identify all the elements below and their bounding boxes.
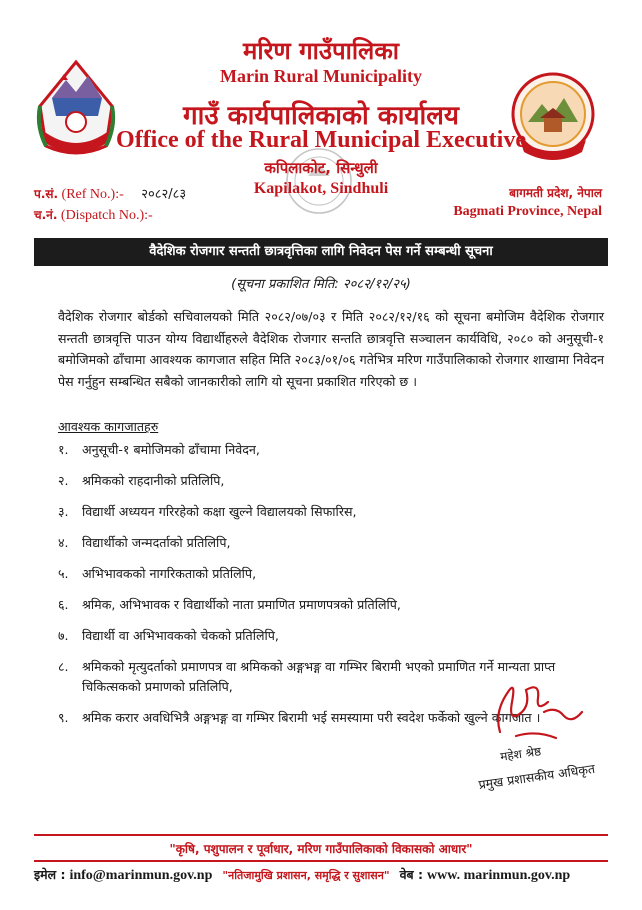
item-text: विद्यार्थी अध्ययन गरिरहेको कक्षा खुल्ने विद्यालयको सिफारिस, [82,504,357,519]
footer-motto: "नतिजामुखि प्रशासन, समृद्धि र सुशासन" [222,869,390,882]
ref-label-ne: प.सं. [34,187,59,201]
item-text: अभिभावकको नागरिकताको प्रतिलिपि, [82,566,257,581]
signatory-title: प्रमुख प्रशासकीय अधिकृत [477,760,596,793]
item-number: ७. [58,628,69,643]
item-text: श्रमिक करार अवधिभित्रै अङ्गभङ्ग वा गम्भिर बिरामी भई समस्यामा परी स्वदेश फर्केको खुल्ने कागजात । [82,710,541,725]
list-item [58,502,606,522]
list-item [58,471,606,491]
item-text: श्रमिकको राहदानीको प्रतिलिपि, [82,473,225,488]
footer-divider [34,860,608,862]
item-number: ५. [58,566,69,581]
web-label: वेब : [399,867,424,882]
municipality-name-en: Marin Rural Municipality [220,66,422,86]
province-en: Bagmati Province, Nepal [453,204,602,219]
published-date: (सूचना प्रकाशित मिति: २०८२/१२/२५) [231,277,411,292]
item-number: २. [58,473,69,488]
province-ne: बागमती प्रदेश, नेपाल [509,186,602,200]
item-text: श्रमिकको मृत्युदर्ताको प्रमाणपत्र वा श्रमिकको अङ्गभङ्ग वा गम्भिर बिरामी भएको प्रमाणित गर्ने मान्यता प्राप्त चिकित्सकको प्रमाणको प्रतिलिपि, [82,659,556,694]
location-ne: कपिलाकोट, सिन्धुली [264,159,378,177]
item-text: अनुसूची-१ बमोजिमको ढाँचामा निवेदन, [82,442,260,457]
item-number: ६. [58,597,69,612]
notice-body: वैदेशिक रोजगार बोर्डको सचिवालयको मिति २०८२/०७/०३ र मिति २०८२/१२/१६ को सूचना बमोजिम वैदेशिक रोजगार सन्तती छात्रवृत्ति पाउन योग्य विद्यार्थीहरुले वैदेशिक रोजगार सन्तति छात्रवृत्ति सञ्चालन कार्यविधि, २०८० को अनुसूची-१ बमोजिमको ढाँचामा आवश्यक कागजात सहित मिति २०८३/०१/०६ गतेभित्र मरिण गाउँपालिकाको रोजगार शाखामा निवेदन पेस गर्नुहुन सम्बन्धित सबैको जानकारीको लागि यो सूचना प्रकाशित गरिएको छ । [58,309,604,389]
contact-line [34,866,608,884]
dispatch-label-en: (Dispatch No.):- [60,208,153,223]
list-item [58,564,606,584]
item-number: १. [58,442,69,457]
list-item [58,626,606,646]
list-item [58,533,606,553]
email-label: इमेल : [34,867,66,882]
municipality-name-ne: मरिण गाउँपालिका [243,37,399,65]
list-item [58,595,606,615]
item-number: ४. [58,535,69,550]
notice-title: वैदेशिक रोजगार सन्तती छात्रवृत्तिका लागि निवेदन पेस गर्ने सम्बन्धी सूचना [34,238,608,266]
documents-heading: आवश्यक कागजातहरु [58,419,159,434]
item-number: ९. [58,710,69,725]
ref-value: २०८२/८३ [141,187,187,202]
location-en: Kapilakot, Sindhuli [253,180,389,197]
footer-slogan: "कृषि, पशुपालन र पूर्वाधार, मरिण गाउँपालिकाको विकासको आधार" [169,842,473,856]
office-name-ne: गाउँ कार्यपालिकाको कार्यालय [183,101,459,131]
ref-number [34,184,186,203]
email-link[interactable]: info@marinmun.gov.np [69,868,213,883]
dispatch-number [34,206,153,224]
footer-divider [34,834,608,836]
office-name-en: Office of the Rural Municipal Executive [116,127,526,153]
item-text: विद्यार्थी वा अभिभावकको चेकको प्रतिलिपि, [82,628,279,643]
website-link[interactable]: www. marinmun.gov.np [427,868,571,883]
item-text: विद्यार्थीको जन्मदर्ताको प्रतिलिपि, [82,535,231,550]
ref-label-en: (Ref No.):- [61,187,124,202]
signatory-name: महेश श्रेष्ठ [499,744,542,764]
item-number: ३. [58,504,69,519]
item-number: ८. [58,659,69,674]
handwritten-signature [486,672,596,748]
item-text: श्रमिक, अभिभावक र विद्यार्थीको नाता प्रमाणित प्रमाणपत्रको प्रतिलिपि, [82,597,401,612]
dispatch-label-ne: च.नं. [34,208,58,222]
list-item [58,440,606,460]
